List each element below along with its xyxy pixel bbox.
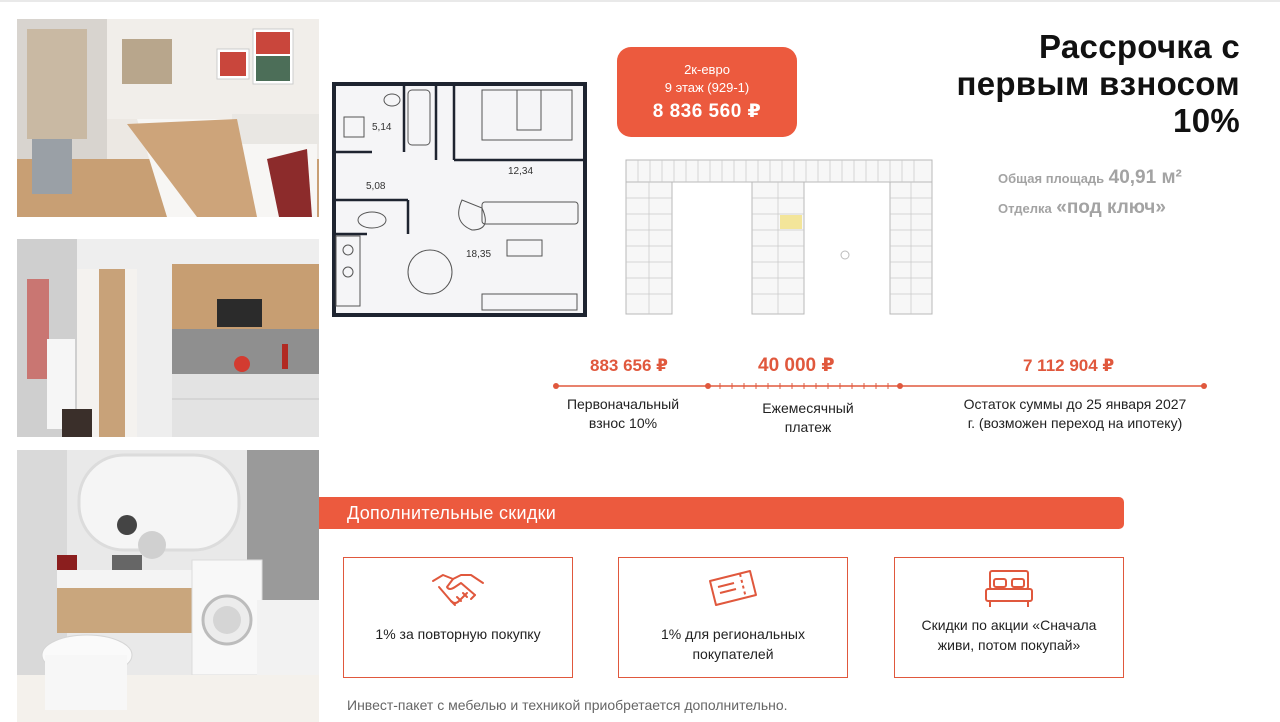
finish-label: Отделка <box>998 201 1052 216</box>
top-divider <box>0 0 1280 2</box>
floor-plan <box>332 82 587 317</box>
headline-line-2: первым взносом <box>956 65 1240 102</box>
kitchen-photo <box>17 239 319 437</box>
room-area-living: 18,35 <box>466 249 492 260</box>
headline <box>840 28 1240 139</box>
discount-card-repeat-purchase <box>343 557 573 678</box>
monthly-payment-amount: 40 000 ₽ <box>758 355 835 376</box>
apartment-floor: 9 этаж (929-1) <box>664 80 750 95</box>
bathroom-photo <box>17 450 319 722</box>
bedroom-photo <box>17 19 319 217</box>
remaining-amount: 7 112 904 ₽ <box>1023 356 1115 375</box>
discounts-banner <box>319 497 1124 529</box>
building-floor-scheme <box>624 158 934 316</box>
ticket-icon <box>706 567 760 611</box>
total-area <box>998 167 1182 189</box>
discount-repeat-text: 1% за повторную покупку <box>375 626 541 642</box>
payment-timeline <box>550 376 1210 396</box>
discount-card-live-first <box>894 557 1124 678</box>
footnote: Инвест-пакет с мебелью и техникой приобретается дополнительно. <box>347 697 788 713</box>
handshake-icon <box>431 567 485 611</box>
discount-card-regional <box>618 557 848 678</box>
room-area-bedroom: 12,34 <box>508 166 534 177</box>
finish-type <box>998 197 1166 219</box>
initial-payment-amount: 883 656 ₽ <box>590 356 669 375</box>
headline-line-1: Рассрочка с <box>1039 28 1240 65</box>
room-area-bath: 5,14 <box>372 122 392 133</box>
room-area-hall: 5,08 <box>366 181 386 192</box>
remaining-amount-description: Остаток суммы до 25 января 2027 г. (возможен переход на ипотеку) <box>963 396 1187 431</box>
discounts-title: Дополнительные скидки <box>347 503 557 523</box>
total-area-value: 40,91 м² <box>1108 167 1182 188</box>
headline-line-3: 10% <box>1173 102 1240 139</box>
bed-icon <box>982 567 1036 611</box>
discount-regional-text: 1% для региональных покупателей <box>661 626 805 662</box>
apartment-type: 2к-евро <box>684 62 730 77</box>
discount-live-first-text: Скидки по акции «Сначала живи, потом покупай» <box>921 617 1097 653</box>
total-area-label: Общая площадь <box>998 171 1105 186</box>
price-badge <box>617 47 797 137</box>
apartment-price: 8 836 560 ₽ <box>652 101 762 122</box>
monthly-payment-description: Ежемесячный платеж <box>762 400 854 435</box>
finish-value: «под ключ» <box>1056 197 1166 218</box>
initial-payment-description: Первоначальный взнос 10% <box>566 396 680 431</box>
